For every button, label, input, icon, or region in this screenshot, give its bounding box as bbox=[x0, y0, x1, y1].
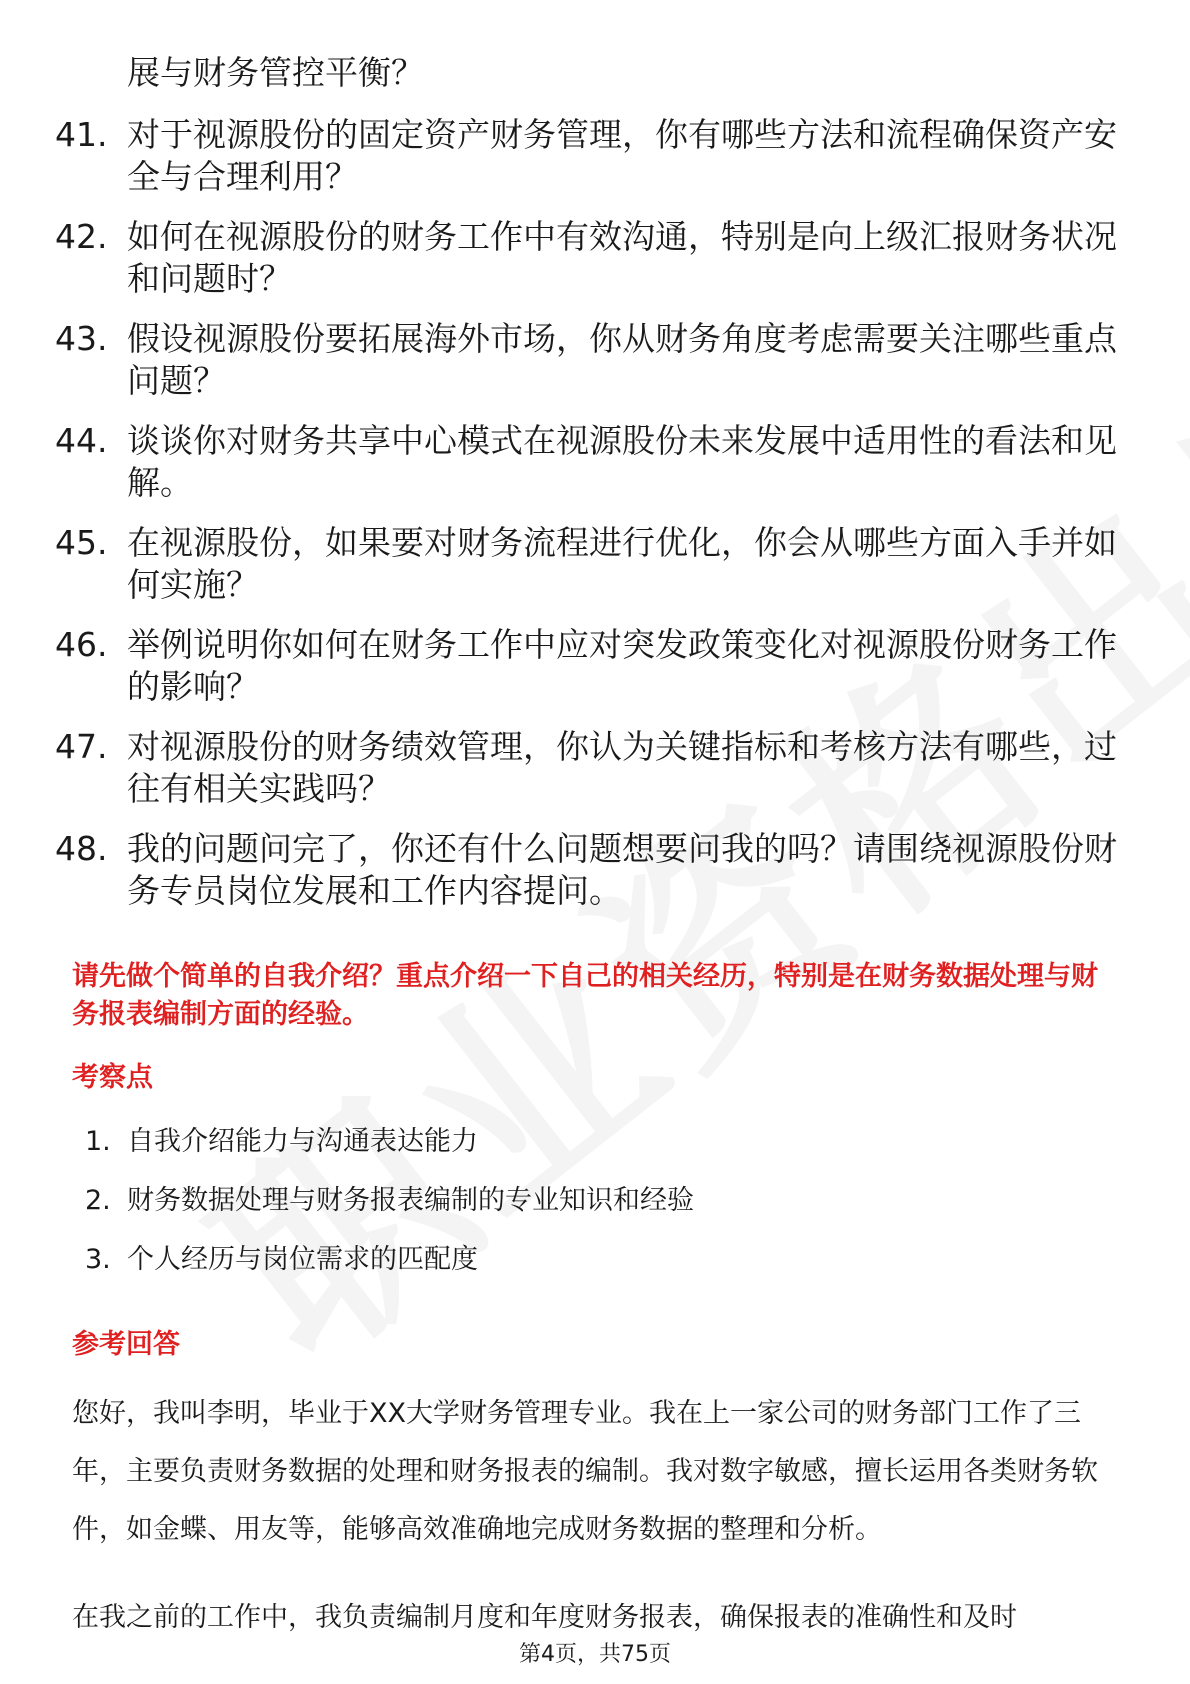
question-text: 谈谈你对财务共享中心模式在视源股份未来发展中适用性的看法和见解。 bbox=[127, 421, 1117, 502]
list-item bbox=[55, 726, 1125, 810]
point-number: 1. bbox=[85, 1126, 111, 1157]
question-number: 42. bbox=[55, 217, 108, 256]
question-text: 如何在视源股份的财务工作中有效沟通，特别是向上级汇报财务状况和问题时？ bbox=[127, 217, 1117, 298]
point-text: 个人经历与岗位需求的匹配度 bbox=[127, 1244, 478, 1275]
question-text: 在视源股份，如果要对财务流程进行优化，你会从哪些方面入手并如何实施？ bbox=[127, 523, 1117, 604]
reference-answer-title: 参考回答 bbox=[72, 1329, 180, 1360]
point-number: 3. bbox=[85, 1244, 111, 1275]
question-number: 43. bbox=[55, 319, 108, 358]
point-text: 财务数据处理与财务报表编制的专业知识和经验 bbox=[127, 1185, 694, 1216]
question-number: 45. bbox=[55, 523, 108, 562]
reference-answer bbox=[72, 1385, 1122, 1677]
exam-points-list bbox=[85, 1125, 1085, 1302]
list-item bbox=[55, 420, 1125, 504]
question-text: 对于视源股份的固定资产财务管理，你有哪些方法和流程确保资产安全与合理利用？ bbox=[127, 115, 1117, 196]
list-item bbox=[55, 624, 1125, 708]
answer-paragraph: 您好，我叫李明，毕业于XX大学财务管理专业。我在上一家公司的财务部门工作了三年，主要负责财务数据的处理和财务报表的编制。我对数字敏感，擅长运用各类财务软件，如金蝶、用友等，能够高效准确地完成财务数据的整理和分析。 bbox=[72, 1398, 1098, 1545]
answer-paragraph: 在我之前的工作中，我负责编制月度和年度财务报表，确保报表的准确性和及时 bbox=[72, 1602, 1017, 1633]
list-item bbox=[55, 114, 1125, 198]
list-item bbox=[55, 318, 1125, 402]
question-text: 对视源股份的财务绩效管理，你认为关键指标和考核方法有哪些，过往有相关实践吗？ bbox=[127, 727, 1117, 808]
list-item bbox=[55, 52, 1125, 94]
question-number: 48. bbox=[55, 829, 108, 868]
question-number: 44. bbox=[55, 421, 108, 460]
question-number: 41. bbox=[55, 115, 108, 154]
question-list bbox=[55, 52, 1125, 930]
exam-points-title: 考察点 bbox=[72, 1062, 153, 1093]
list-item bbox=[55, 828, 1125, 912]
list-item bbox=[85, 1125, 1085, 1159]
interview-question-heading: 请先做个简单的自我介绍？重点介绍一下自己的相关经历，特别是在财务数据处理与财务报表编制方面的经验。 bbox=[72, 961, 1098, 1030]
question-text: 假设视源股份要拓展海外市场，你从财务角度考虑需要关注哪些重点问题？ bbox=[127, 319, 1117, 400]
list-item bbox=[55, 216, 1125, 300]
point-number: 2. bbox=[85, 1185, 111, 1216]
list-item bbox=[55, 522, 1125, 606]
question-number: 47. bbox=[55, 727, 108, 766]
list-item bbox=[85, 1243, 1085, 1277]
question-text: 我的问题问完了，你还有什么问题想要问我的吗？请围绕视源股份财务专员岗位发展和工作内容提问。 bbox=[127, 829, 1117, 910]
question-text: 展与财务管控平衡？ bbox=[127, 53, 424, 92]
list-item bbox=[85, 1184, 1085, 1218]
page-footer: 第4页，共75页 bbox=[519, 1642, 671, 1667]
point-text: 自我介绍能力与沟通表达能力 bbox=[127, 1126, 478, 1157]
question-number: 46. bbox=[55, 625, 108, 664]
question-text: 举例说明你如何在财务工作中应对突发政策变化对视源股份财务工作的影响？ bbox=[127, 625, 1117, 706]
